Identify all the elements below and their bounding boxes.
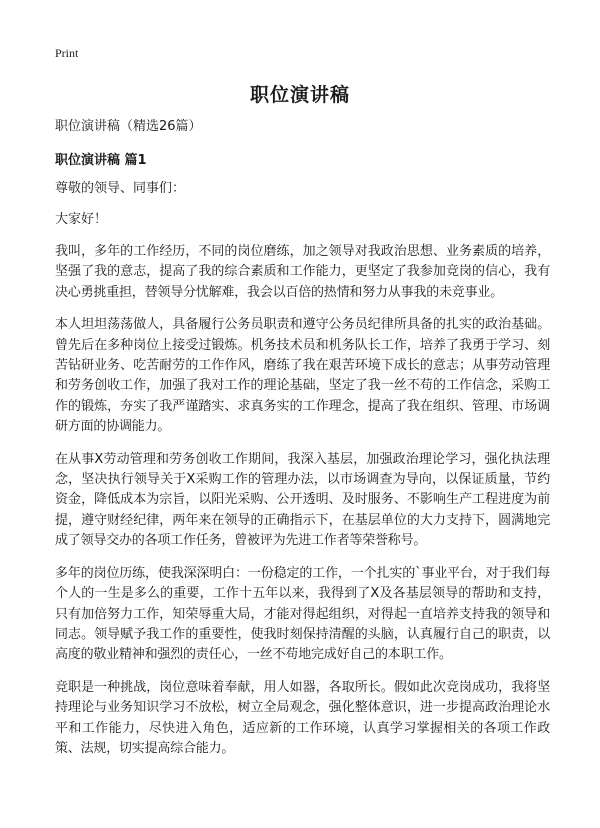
body-paragraph-4: 多年的岗位历练，使我深深明白：一份稳定的工作，一个扎实的`事业平台，对于我们每个人的一生是多么的重要，工作十五年以来，我得到了X及各基层领导的帮助和支持，只有加倍努力工作，知荣辱重大局，才能对得起组织，对得起一直培养支持我的领导和同志。领导赋予我工作的重要性，使我时刻保持清醒的头脑，认真履行自己的职责，以高度的敬业精神和强烈的责任心，一丝不苟地完成好自己的本职工作。 [55, 565, 550, 663]
print-link[interactable]: Print [55, 46, 79, 60]
section-heading: 职位演讲稿 篇1 [55, 153, 147, 168]
salutation: 尊敬的领导、同事们： [55, 181, 186, 196]
body-paragraph-5: 竞职是一种挑战，岗位意味着奉献，用人如器，各取所长。假如此次竞岗成功，我将坚持理论与业务知识学习不放松，树立全局观念，强化整体意识，进一步提高政治理论水平和工作能力，尽快进入角色，适应新的工作环境，认真学习掌握相关的各项工作政策、法规，切实提高综合能力。 [55, 679, 550, 756]
document-subtitle: 职位演讲稿（精选26篇） [55, 119, 202, 134]
document-body [55, 118, 550, 771]
body-paragraph-3: 在从事X劳动管理和劳务创收工作期间，我深入基层，加强政治理论学习，强化执法理念，坚决执行领导关于X采购工作的管理办法，以市场调查为导向，以保证质量，节约资金，降低成本为宗旨，以阳光采购、公开透明、及时服务、不影响生产工程进度为前提，遵守财经纪律，两年来在领导的正确指示下，在基层单位的大力支持下，圆满地完成了领导交办的各项工作任务，曾被评为先进工作者等荣誉称号。 [55, 451, 550, 549]
greeting: 大家好！ [55, 212, 108, 227]
body-paragraph-2: 本人坦坦荡荡做人，具备履行公务员职责和遵守公务员纪律所具备的扎实的政治基础。曾先后在多种岗位上接受过锻炼。机务技术员和机务队长工作，培养了我勇于学习、刻苦钻研业务、吃苦耐劳的工作作风，磨练了我在艰苦环境下成长的意志；从事劳动管理和劳务创收工作，加强了我对工作的理论基础，坚定了我一丝不苟的工作信念，采购工作的锻炼，夯实了我严谨踏实、求真务实的工作理念，提高了我在组织、管理、市场调研方面的协调能力。 [55, 317, 550, 435]
body-paragraph-1: 我叫，多年的工作经历，不同的岗位磨练，加之领导对我政治思想、业务素质的培养，坚强了我的意志，提高了我的综合素质和工作能力，更坚定了我参加竞岗的信心，我有决心勇挑重担，替领导分忧解难，我会以百倍的热情和努力从事我的未竞事业。 [55, 244, 550, 300]
document-title: 职位演讲稿 [249, 84, 350, 106]
